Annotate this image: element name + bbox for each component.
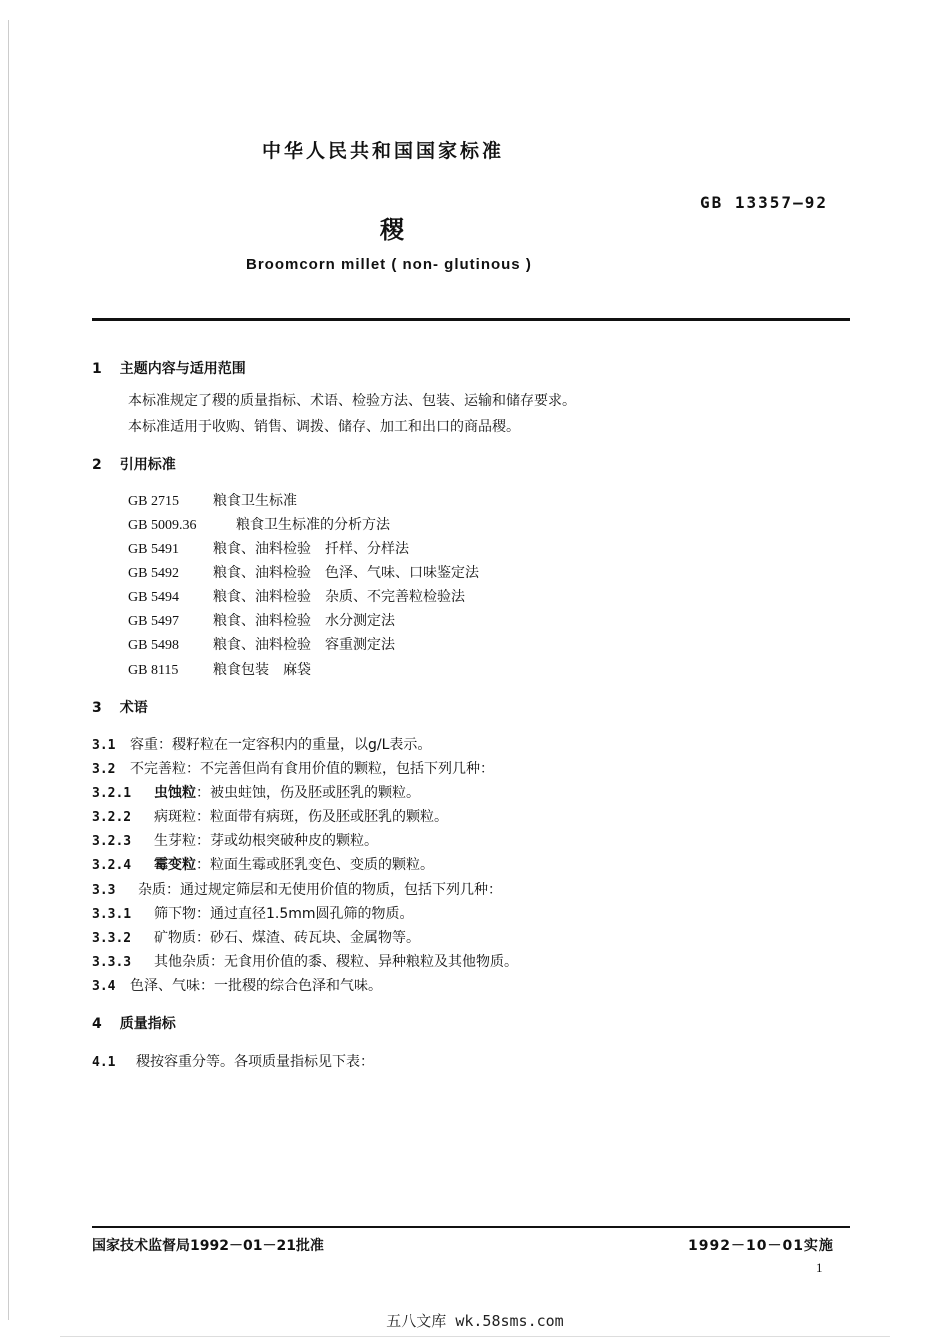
paragraph: 本标准规定了稷的质量指标、术语、检验方法、包装、运输和储存要求。 [128, 393, 576, 409]
term-item [92, 734, 431, 754]
term-item [92, 903, 414, 923]
reference-item [128, 586, 465, 606]
reference-item [128, 490, 297, 510]
term-name: 其他杂质 [154, 954, 210, 970]
reference-code: GB 5492 [128, 566, 179, 581]
term-name: 矿物质 [154, 930, 196, 946]
approval-date: 国家技术监督局1992－01－21批准 [92, 1238, 324, 1254]
reference-item [128, 610, 395, 630]
term-number: 3.2.1 [92, 786, 132, 801]
section-number: 2 [92, 457, 102, 473]
reference-code: GB 5009.36 [128, 518, 197, 533]
section-title: 质量指标 [119, 1016, 176, 1032]
section-number: 3 [92, 700, 102, 716]
term-item [92, 975, 382, 995]
term-item [92, 782, 420, 802]
scan-edge-line [8, 20, 9, 1320]
term-number: 3.2.2 [92, 810, 132, 825]
term-item [92, 1051, 374, 1071]
section-4-heading [92, 1013, 176, 1033]
reference-name: 粮食、油料检验 容重测定法 [213, 637, 395, 653]
term-name: 色泽、气味 [130, 978, 200, 994]
term-number: 3.2 [92, 762, 116, 777]
term-text: ：无食用价值的黍、稷粒、异种粮粒及其他物质。 [210, 954, 518, 970]
term-text: ：通过规定筛层和无使用价值的物质，包括下列几种： [166, 882, 502, 898]
scan-edge-line [60, 1336, 890, 1337]
term-name: 虫蚀粒 [154, 785, 196, 801]
term-name: 霉变粒 [154, 857, 196, 873]
section-1-heading [92, 358, 246, 378]
doc-title: 稷 [380, 216, 404, 244]
term-item [92, 830, 378, 850]
term-text: 稷按容重分等。各项质量指标见下表： [136, 1054, 374, 1070]
reference-name: 粮食、油料检验 扦样、分样法 [213, 541, 409, 557]
section-title: 引用标准 [119, 457, 176, 473]
reference-code: GB 8115 [128, 663, 179, 678]
term-text: ：砂石、煤渣、砖瓦块、金属物等。 [196, 930, 420, 946]
paragraph: 本标准适用于收购、销售、调拨、储存、加工和出口的商品稷。 [128, 419, 520, 435]
term-number: 4.1 [92, 1055, 116, 1070]
reference-item [128, 562, 479, 582]
section-title: 术语 [119, 700, 148, 716]
term-text: ：通过直径1.5mm圆孔筛的物质。 [196, 906, 414, 922]
term-number: 3.2.4 [92, 858, 132, 873]
term-text: ：芽或幼根突破种皮的颗粒。 [196, 833, 378, 849]
term-item [92, 758, 494, 778]
term-number: 3.4 [92, 979, 116, 994]
term-number: 3.3.3 [92, 955, 132, 970]
term-number: 3.2.3 [92, 834, 132, 849]
reference-name: 粮食、油料检验 杂质、不完善粒检验法 [213, 589, 465, 605]
term-text: ：稷籽粒在一定容积内的重量，以g/L表示。 [158, 737, 432, 753]
term-item [92, 879, 502, 899]
reference-item [128, 634, 395, 654]
reference-item [128, 538, 409, 558]
term-name: 杂质 [138, 882, 166, 898]
term-name: 不完善粒 [130, 761, 186, 777]
term-text: ：粒面生霉或胚乳变色、变质的颗粒。 [196, 857, 434, 873]
reference-code: GB 5494 [128, 590, 179, 605]
bottom-rule [92, 1226, 850, 1228]
term-text: ：一批稷的综合色泽和气味。 [200, 978, 382, 994]
reference-code: GB 5497 [128, 614, 179, 629]
reference-code: GB 5491 [128, 542, 179, 557]
term-item [92, 854, 434, 874]
section-2-heading [92, 454, 176, 474]
term-text: ：被虫蛀蚀，伤及胚或胚乳的颗粒。 [196, 785, 420, 801]
reference-name: 粮食卫生标准的分析方法 [236, 517, 390, 533]
reference-name: 粮食包装 麻袋 [213, 662, 311, 678]
reference-code: GB 5498 [128, 638, 179, 653]
term-number: 3.3.1 [92, 907, 132, 922]
section-title: 主题内容与适用范围 [119, 361, 246, 377]
reference-item [128, 659, 311, 679]
term-name: 容重 [130, 737, 158, 753]
term-text: ：粒面带有病斑，伤及胚或胚乳的颗粒。 [196, 809, 448, 825]
reference-name: 粮食、油料检验 水分测定法 [213, 613, 395, 629]
doc-subtitle: Broomcorn millet ( non- glutinous ) [246, 256, 532, 273]
term-name: 生芽粒 [154, 833, 196, 849]
term-name: 筛下物 [154, 906, 196, 922]
reference-name: 粮食卫生标准 [213, 493, 297, 509]
term-text: ：不完善但尚有食用价值的颗粒，包括下列几种： [186, 761, 494, 777]
effective-date: 1992－10－01实施 [688, 1238, 834, 1254]
section-number: 1 [92, 361, 102, 377]
term-item [92, 951, 518, 971]
term-number: 3.3.2 [92, 931, 132, 946]
top-rule [92, 318, 850, 321]
section-number: 4 [92, 1016, 102, 1032]
term-item [92, 806, 448, 826]
reference-code: GB 2715 [128, 494, 179, 509]
term-number: 3.1 [92, 738, 116, 753]
page-number: 1 [816, 1260, 823, 1275]
org-title: 中华人民共和国国家标准 [262, 140, 505, 162]
reference-item [128, 514, 390, 534]
reference-name: 粮食、油料检验 色泽、气味、口味鉴定法 [213, 565, 479, 581]
term-name: 病斑粒 [154, 809, 196, 825]
term-number: 3.3 [92, 883, 116, 898]
watermark: 五八文库 wk.58sms.com [386, 1312, 564, 1330]
standard-number: GB 13357—92 [700, 193, 828, 212]
term-item [92, 927, 420, 947]
section-3-heading [92, 697, 148, 717]
